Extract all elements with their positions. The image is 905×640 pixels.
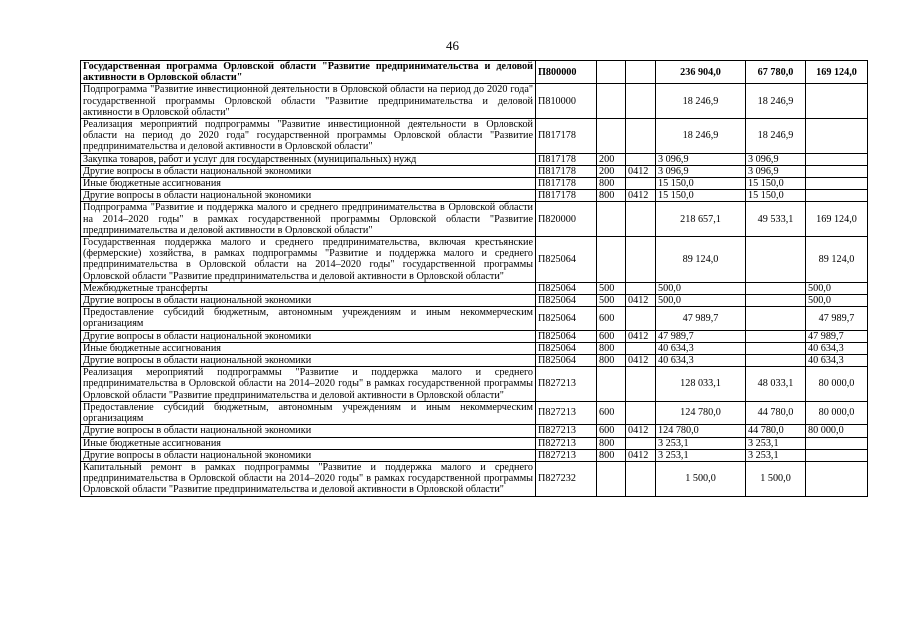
row-expense-type: 600 xyxy=(597,330,626,342)
table-row xyxy=(81,295,868,307)
row-amount-3 xyxy=(806,190,868,202)
row-amount-total: 15 150,0 xyxy=(656,190,746,202)
row-name: Другие вопросы в области национальной экономики xyxy=(81,425,536,437)
row-amount-3 xyxy=(806,84,868,119)
page-number: 46 xyxy=(446,38,459,53)
row-amount-2 xyxy=(746,330,806,342)
row-code: П817178 xyxy=(536,153,597,165)
row-expense-type: 800 xyxy=(597,449,626,461)
row-expense-type xyxy=(597,367,626,402)
table-row xyxy=(81,342,868,354)
row-code: П825064 xyxy=(536,282,597,294)
table-body xyxy=(81,61,868,497)
row-name: Другие вопросы в области национальной экономики xyxy=(81,330,536,342)
table-row xyxy=(81,282,868,294)
row-amount-total: 3 253,1 xyxy=(656,449,746,461)
row-code: П827213 xyxy=(536,437,597,449)
table-row xyxy=(81,165,868,177)
row-section xyxy=(626,61,656,84)
table-row xyxy=(81,449,868,461)
row-amount-total: 47 989,7 xyxy=(656,330,746,342)
table-row xyxy=(81,307,868,330)
row-amount-3: 80 000,0 xyxy=(806,367,868,402)
row-amount-2: 18 246,9 xyxy=(746,84,806,119)
row-amount-3: 500,0 xyxy=(806,295,868,307)
row-section xyxy=(626,367,656,402)
row-section xyxy=(626,307,656,330)
row-code: П825064 xyxy=(536,355,597,367)
row-expense-type: 800 xyxy=(597,355,626,367)
row-amount-3: 500,0 xyxy=(806,282,868,294)
budget-table xyxy=(80,60,868,497)
row-amount-2 xyxy=(746,282,806,294)
row-name: Другие вопросы в области национальной экономики xyxy=(81,295,536,307)
row-code: П827213 xyxy=(536,425,597,437)
table-row xyxy=(81,355,868,367)
row-code: П817178 xyxy=(536,165,597,177)
row-name: Капитальный ремонт в рамках подпрограммы "Развитие и поддержка малого и среднего предпринимательства в Орловской области на 2014–2020 годы" в рамках государственной программы Орловской области "Развитие предпринимательства и деловой активности в Орловской области" xyxy=(81,461,536,496)
row-amount-2: 3 253,1 xyxy=(746,437,806,449)
row-name: Реализация мероприятий подпрограммы "Развитие инвестиционной деятельности в Орловской области на период до 2020 года" государственной программы Орловской области "Развитие предпринимательства и деловой активности в Орловской области" xyxy=(81,119,536,154)
row-code: П820000 xyxy=(536,202,597,237)
table-row xyxy=(81,84,868,119)
row-amount-3: 80 000,0 xyxy=(806,425,868,437)
table-row xyxy=(81,401,868,424)
row-expense-type: 200 xyxy=(597,165,626,177)
row-name: Иные бюджетные ассигнования xyxy=(81,178,536,190)
row-amount-3: 40 634,3 xyxy=(806,355,868,367)
row-expense-type xyxy=(597,84,626,119)
table-row xyxy=(81,437,868,449)
row-name: Реализация мероприятий подпрограммы "Развитие и поддержка малого и среднего предпринимательства в Орловской области на 2014–2020 годы" в рамках государственной программы Орловской области "Развитие предпринимательства и деловой активности в Орловской области" xyxy=(81,367,536,402)
row-expense-type: 800 xyxy=(597,342,626,354)
row-amount-3: 47 989,7 xyxy=(806,307,868,330)
row-amount-total: 40 634,3 xyxy=(656,342,746,354)
row-amount-total: 500,0 xyxy=(656,282,746,294)
row-amount-2: 3 096,9 xyxy=(746,153,806,165)
row-section: 0412 xyxy=(626,165,656,177)
row-expense-type xyxy=(597,61,626,84)
row-expense-type: 500 xyxy=(597,295,626,307)
row-amount-2: 44 780,0 xyxy=(746,425,806,437)
row-name: Государственная программа Орловской области "Развитие предпринимательства и деловой активности в Орловской области" xyxy=(81,61,536,84)
table-row xyxy=(81,237,868,283)
table-row xyxy=(81,119,868,154)
row-amount-total: 218 657,1 xyxy=(656,202,746,237)
row-amount-2 xyxy=(746,355,806,367)
row-amount-3: 40 634,3 xyxy=(806,342,868,354)
row-expense-type: 600 xyxy=(597,307,626,330)
row-amount-2: 67 780,0 xyxy=(746,61,806,84)
row-section xyxy=(626,342,656,354)
table-row xyxy=(81,461,868,496)
row-expense-type: 500 xyxy=(597,282,626,294)
table-row xyxy=(81,367,868,402)
row-amount-3 xyxy=(806,449,868,461)
row-amount-3: 169 124,0 xyxy=(806,61,868,84)
row-section: 0412 xyxy=(626,330,656,342)
row-code: П825064 xyxy=(536,295,597,307)
row-expense-type: 600 xyxy=(597,401,626,424)
row-code: П817178 xyxy=(536,178,597,190)
row-amount-2: 18 246,9 xyxy=(746,119,806,154)
row-amount-3: 47 989,7 xyxy=(806,330,868,342)
row-code: П817178 xyxy=(536,119,597,154)
row-amount-total: 15 150,0 xyxy=(656,178,746,190)
row-section xyxy=(626,401,656,424)
row-amount-2: 3 096,9 xyxy=(746,165,806,177)
row-name: Другие вопросы в области национальной экономики xyxy=(81,355,536,367)
row-expense-type xyxy=(597,202,626,237)
table-row xyxy=(81,190,868,202)
row-amount-total: 500,0 xyxy=(656,295,746,307)
row-section xyxy=(626,437,656,449)
table-row xyxy=(81,61,868,84)
row-section xyxy=(626,119,656,154)
row-amount-2 xyxy=(746,237,806,283)
row-code: П825064 xyxy=(536,342,597,354)
row-amount-total: 40 634,3 xyxy=(656,355,746,367)
row-expense-type xyxy=(597,461,626,496)
row-amount-total: 3 096,9 xyxy=(656,153,746,165)
row-section: 0412 xyxy=(626,295,656,307)
row-section xyxy=(626,461,656,496)
table-row xyxy=(81,425,868,437)
row-amount-2 xyxy=(746,295,806,307)
row-amount-total: 128 033,1 xyxy=(656,367,746,402)
row-section xyxy=(626,178,656,190)
row-amount-total: 124 780,0 xyxy=(656,425,746,437)
row-expense-type: 800 xyxy=(597,437,626,449)
row-name: Межбюджетные трансферты xyxy=(81,282,536,294)
row-amount-total: 89 124,0 xyxy=(656,237,746,283)
row-amount-total: 18 246,9 xyxy=(656,84,746,119)
row-amount-total: 236 904,0 xyxy=(656,61,746,84)
row-amount-3 xyxy=(806,119,868,154)
row-code: П825064 xyxy=(536,307,597,330)
row-amount-total: 124 780,0 xyxy=(656,401,746,424)
row-name: Предоставление субсидий бюджетным, автономным учреждениям и иным некоммерческим организациям xyxy=(81,307,536,330)
row-name: Подпрограмма "Развитие инвестиционной деятельности в Орловской области на период до 2020 года" государственной программы Орловской области "Развитие предпринимательства и деловой активности в Орловской области" xyxy=(81,84,536,119)
row-code: П827213 xyxy=(536,449,597,461)
row-code: П817178 xyxy=(536,190,597,202)
row-amount-3: 89 124,0 xyxy=(806,237,868,283)
row-name: Другие вопросы в области национальной экономики xyxy=(81,449,536,461)
row-name: Подпрограмма "Развитие и поддержка малого и среднего предпринимательства в Орловской области на 2014–2020 годы" в рамках государственной программы Орловской области "Развитие предпринимательства и деловой активности в Орловской области" xyxy=(81,202,536,237)
row-name: Предоставление субсидий бюджетным, автономным учреждениям и иным некоммерческим организациям xyxy=(81,401,536,424)
row-amount-3 xyxy=(806,178,868,190)
row-name: Иные бюджетные ассигнования xyxy=(81,342,536,354)
row-amount-total: 18 246,9 xyxy=(656,119,746,154)
row-amount-3: 80 000,0 xyxy=(806,401,868,424)
row-amount-3 xyxy=(806,165,868,177)
row-expense-type xyxy=(597,237,626,283)
row-section: 0412 xyxy=(626,190,656,202)
row-name: Другие вопросы в области национальной экономики xyxy=(81,165,536,177)
row-name: Другие вопросы в области национальной экономики xyxy=(81,190,536,202)
row-amount-2: 15 150,0 xyxy=(746,178,806,190)
row-section: 0412 xyxy=(626,449,656,461)
row-section xyxy=(626,237,656,283)
row-code: П827213 xyxy=(536,367,597,402)
row-amount-total: 3 096,9 xyxy=(656,165,746,177)
table-row xyxy=(81,202,868,237)
row-section: 0412 xyxy=(626,355,656,367)
row-amount-2: 49 533,1 xyxy=(746,202,806,237)
row-expense-type xyxy=(597,119,626,154)
row-amount-3 xyxy=(806,437,868,449)
row-amount-2 xyxy=(746,342,806,354)
row-section: 0412 xyxy=(626,425,656,437)
row-code: П810000 xyxy=(536,84,597,119)
row-amount-2: 44 780,0 xyxy=(746,401,806,424)
table-row xyxy=(81,153,868,165)
row-amount-2: 3 253,1 xyxy=(746,449,806,461)
row-amount-total: 1 500,0 xyxy=(656,461,746,496)
row-expense-type: 200 xyxy=(597,153,626,165)
row-code: П800000 xyxy=(536,61,597,84)
row-section xyxy=(626,84,656,119)
row-expense-type: 800 xyxy=(597,178,626,190)
row-section xyxy=(626,282,656,294)
row-expense-type: 600 xyxy=(597,425,626,437)
row-amount-total: 3 253,1 xyxy=(656,437,746,449)
row-amount-2 xyxy=(746,307,806,330)
row-amount-total: 47 989,7 xyxy=(656,307,746,330)
row-amount-3 xyxy=(806,461,868,496)
row-name: Государственная поддержка малого и среднего предпринимательства, включая крестьянские (фермерские) хозяйства, в рамках подпрограммы "Развитие и поддержка малого и среднего предпринимательства в Орловской области на 2014–2020 годы" государственной программы Орловской области "Развитие предпринимательства и деловой активности в Орловской области" xyxy=(81,237,536,283)
row-amount-2: 15 150,0 xyxy=(746,190,806,202)
row-amount-2: 1 500,0 xyxy=(746,461,806,496)
table-row xyxy=(81,330,868,342)
row-code: П825064 xyxy=(536,237,597,283)
table-row xyxy=(81,178,868,190)
row-section xyxy=(626,153,656,165)
row-amount-3: 169 124,0 xyxy=(806,202,868,237)
row-section xyxy=(626,202,656,237)
row-amount-3 xyxy=(806,153,868,165)
row-code: П825064 xyxy=(536,330,597,342)
row-code: П827213 xyxy=(536,401,597,424)
row-name: Иные бюджетные ассигнования xyxy=(81,437,536,449)
row-amount-2: 48 033,1 xyxy=(746,367,806,402)
row-code: П827232 xyxy=(536,461,597,496)
row-name: Закупка товаров, работ и услуг для государственных (муниципальных) нужд xyxy=(81,153,536,165)
row-expense-type: 800 xyxy=(597,190,626,202)
